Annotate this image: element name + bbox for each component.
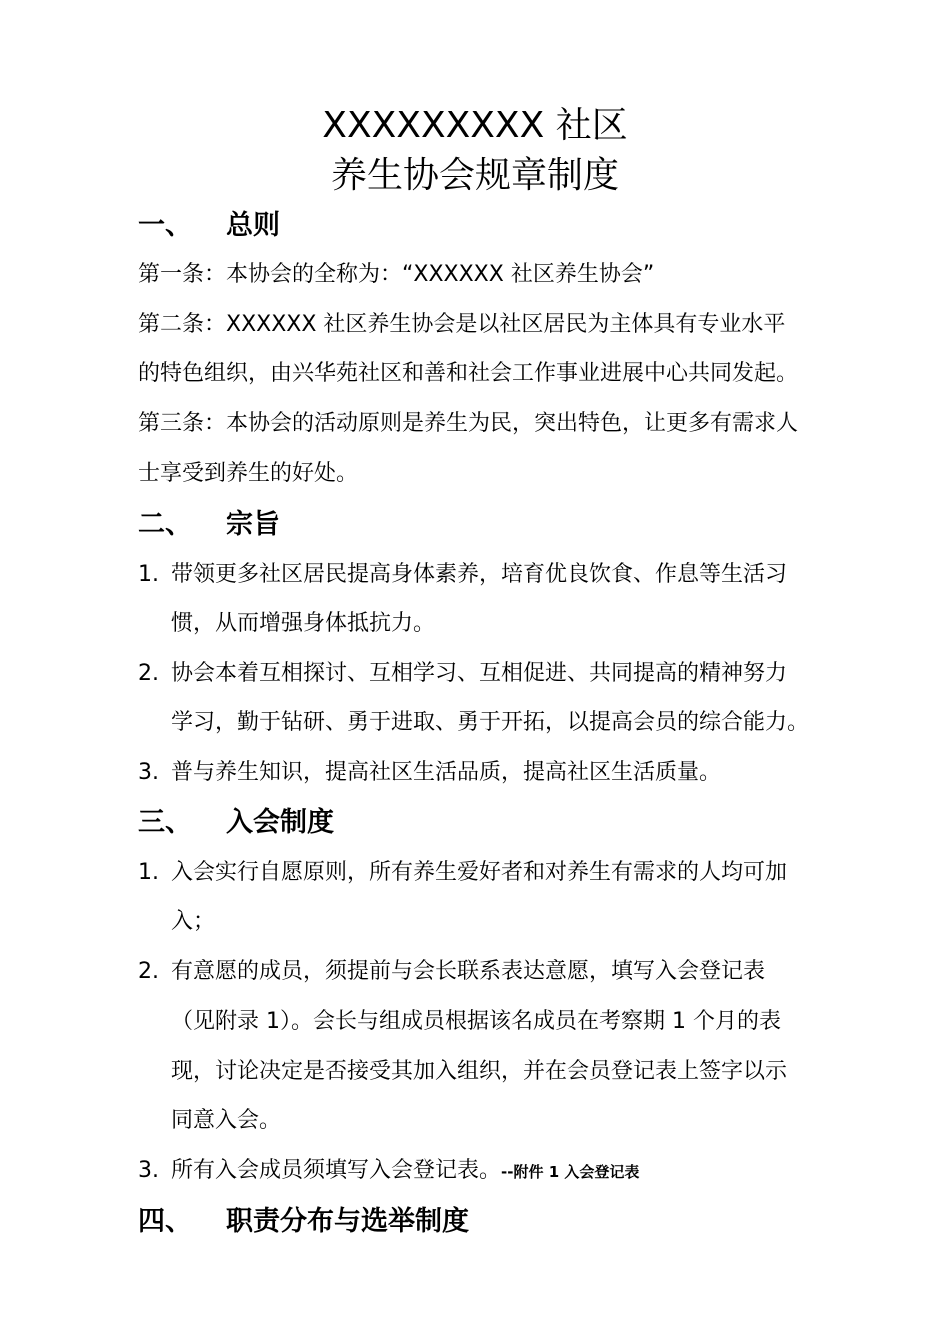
list-item-number: 3. — [138, 1158, 159, 1183]
list-item-text: （见附录 1）。会长与组成员根据该名成员在考察期 1 个月的表 — [171, 1009, 781, 1034]
list-item-text: 入； — [171, 909, 216, 934]
section-heading-general — [138, 210, 280, 242]
list-item-number: 3. — [138, 760, 159, 785]
section-title: 入会制度 — [226, 807, 334, 838]
list-item-text: 惯，从而增强身体抵抗力。 — [171, 611, 436, 636]
article-3-line2: 士享受到养生的好处。 — [138, 461, 359, 486]
list-item-text: 带领更多社区居民提高身体素养，培育优良饮食、作息等生活习 — [171, 562, 788, 587]
section-number: 一、 — [138, 210, 192, 241]
list-item-text: 现，讨论决定是否接受其加入组织，并在会员登记表上签字以示 — [171, 1059, 788, 1084]
section-title: 职责分布与选举制度 — [226, 1206, 469, 1237]
article-2-line2: 的特色组织，由兴华苑社区和善和社会工作事业进展中心共同发起。 — [138, 361, 799, 386]
list-item-text: 有意愿的成员，须提前与会长联系表达意愿，填写入会登记表 — [171, 959, 766, 984]
article-2-line1: 第二条：XXXXXX 社区养生协会是以社区居民为主体具有专业水平 — [138, 312, 786, 337]
list-item-number: 1. — [138, 860, 159, 885]
list-item-main-text: 所有入会成员须填写入会登记表。 — [171, 1158, 502, 1183]
section-title: 总则 — [226, 210, 280, 241]
list-item-number: 1. — [138, 562, 159, 587]
section-heading-membership — [138, 807, 334, 839]
section-number: 二、 — [138, 509, 192, 540]
section-title: 宗旨 — [226, 509, 280, 540]
list-item-text: 普与养生知识，提高社区生活品质，提高社区生活质量。 — [171, 760, 722, 785]
document-title-line2: 养生协会规章制度 — [330, 155, 619, 196]
article-1: 第一条：本协会的全称为：“XXXXXX 社区养生协会” — [138, 262, 655, 287]
list-item-text: 同意入会。 — [171, 1108, 282, 1133]
list-item-number: 2. — [138, 661, 159, 686]
section-number: 三、 — [138, 807, 192, 838]
section-number: 四、 — [138, 1206, 192, 1237]
list-item-text — [171, 1156, 639, 1187]
article-3-line1: 第三条：本协会的活动原则是养生为民，突出特色，让更多有需求人 — [138, 411, 799, 436]
document-title-line1: XXXXXXXXX 社区 — [322, 105, 628, 146]
attachment-note: --附件 1 入会登记表 — [501, 1163, 640, 1181]
list-item-number: 2. — [138, 959, 159, 984]
list-item-text: 入会实行自愿原则，所有养生爱好者和对养生有需求的人均可加 — [171, 860, 788, 885]
list-item-text: 学习，勤于钻研、勇于进取、勇于开拓，以提高会员的综合能力。 — [171, 710, 810, 735]
list-item-text: 协会本着互相探讨、互相学习、互相促进、共同提高的精神努力 — [171, 661, 788, 686]
section-heading-purpose — [138, 509, 280, 541]
section-heading-duties — [138, 1206, 469, 1238]
